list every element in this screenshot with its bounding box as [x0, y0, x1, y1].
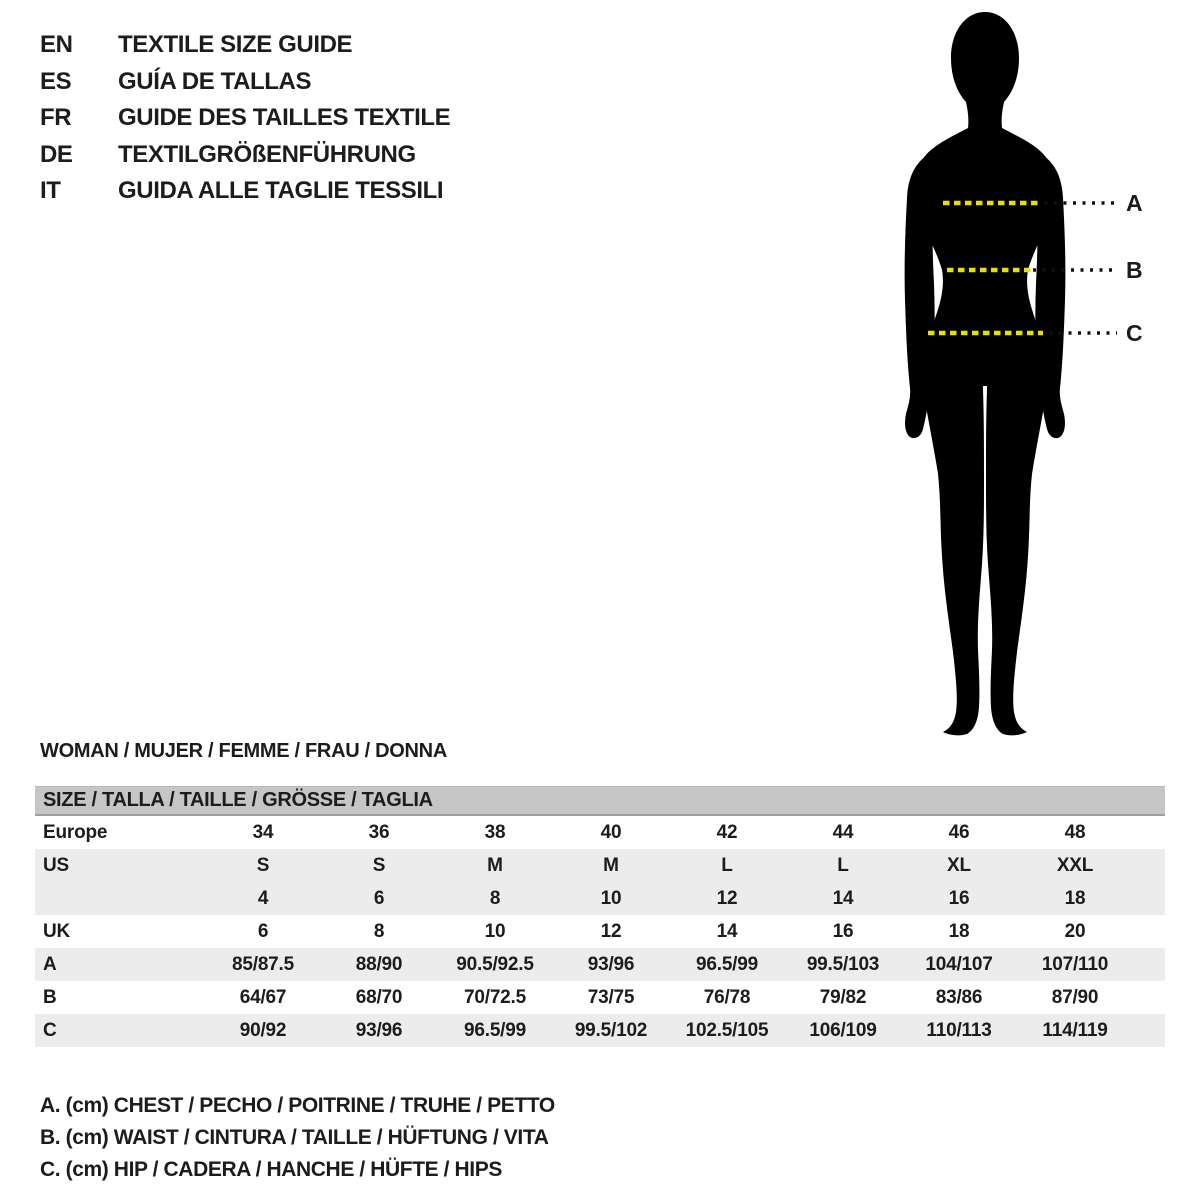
spacer-cell — [1133, 1014, 1165, 1047]
size-table — [35, 786, 1165, 1047]
size-cell: 6 — [321, 882, 437, 915]
size-cell: 40 — [600, 821, 622, 843]
silhouette-right-leg — [986, 390, 1046, 735]
size-table-header: SIZE / TALLA / TAILLE / GRÖSSE / TAGLIA — [35, 787, 1165, 816]
row-label: US — [35, 849, 205, 882]
table-row — [35, 815, 1165, 849]
footnote-line: A. (cm) CHEST / PECHO / POITRINE / TRUHE / PETTO — [40, 1094, 555, 1117]
language-row — [40, 173, 450, 210]
size-cell: 90.5/92.5 — [437, 948, 553, 981]
size-cell: 8 — [373, 920, 385, 942]
spacer-cell — [1133, 815, 1165, 849]
measure-label: C — [1126, 320, 1143, 346]
size-cell: 104/107 — [901, 948, 1017, 981]
size-cell: 68/70 — [355, 986, 403, 1008]
row-label: Europe — [43, 821, 108, 843]
table-row — [35, 915, 1165, 948]
language-code: IT — [40, 177, 61, 204]
size-cell: 42 — [716, 821, 738, 843]
silhouette-left-leg — [924, 390, 984, 735]
size-cell: 70/72.5 — [464, 986, 526, 1008]
footnote-line: C. (cm) HIP / CADERA / HANCHE / HÜFTE / HIPS — [40, 1158, 502, 1181]
size-cell: 12 — [669, 882, 785, 915]
size-cell: 114/119 — [1017, 1014, 1133, 1047]
spacer-cell — [1133, 981, 1165, 1014]
language-guide-title: TEXTILE SIZE GUIDE — [118, 31, 353, 58]
language-row — [40, 137, 450, 174]
language-code: EN — [40, 31, 73, 58]
size-cell: 14 — [785, 882, 901, 915]
size-cell: XL — [901, 849, 1017, 882]
size-cell: 10 — [484, 920, 506, 942]
size-cell: 76/78 — [703, 986, 751, 1008]
size-cell: 85/87.5 — [205, 948, 321, 981]
size-cell: 93/96 — [321, 1014, 437, 1047]
language-guide-title: TEXTILGRÖßENFÜHRUNG — [118, 140, 416, 168]
size-table-header-row — [35, 787, 1165, 816]
size-cell: S — [321, 849, 437, 882]
size-cell: 18 — [948, 920, 970, 942]
size-cell: 48 — [1064, 821, 1086, 843]
language-row — [40, 27, 450, 64]
size-cell: 88/90 — [321, 948, 437, 981]
table-row — [35, 882, 1165, 915]
language-code: ES — [40, 67, 72, 95]
size-cell: 90/92 — [205, 1014, 321, 1047]
size-cell: 73/75 — [587, 986, 635, 1008]
woman-silhouette-figure — [895, 8, 1165, 736]
size-cell: 110/113 — [901, 1014, 1017, 1047]
size-cell: 44 — [832, 821, 854, 843]
language-code: FR — [40, 104, 72, 131]
size-cell: M — [553, 849, 669, 882]
row-label: B — [43, 986, 57, 1008]
footnote-line: B. (cm) WAIST / CINTURA / TAILLE / HÜFTUNG / VITA — [40, 1126, 549, 1149]
size-cell: 4 — [205, 882, 321, 915]
size-cell: 38 — [484, 821, 506, 843]
size-cell: 34 — [252, 821, 274, 843]
row-label: A — [35, 948, 205, 981]
size-cell: 87/90 — [1051, 986, 1099, 1008]
language-guide-title: GUIDA ALLE TAGLIE TESSILI — [118, 177, 444, 204]
language-guide-title: GUÍA DE TALLAS — [118, 67, 312, 95]
spacer-cell — [1133, 849, 1165, 882]
spacer-cell — [1133, 915, 1165, 948]
row-label: C — [35, 1014, 205, 1047]
language-guide-list — [40, 27, 450, 210]
section-title: WOMAN / MUJER / FEMME / FRAU / DONNA — [40, 740, 447, 762]
size-cell: S — [205, 849, 321, 882]
size-cell: L — [669, 849, 785, 882]
size-cell: 102.5/105 — [669, 1014, 785, 1047]
size-cell: 16 — [832, 920, 854, 942]
size-cell: 106/109 — [785, 1014, 901, 1047]
table-row — [35, 948, 1165, 981]
size-cell: L — [785, 849, 901, 882]
size-cell: 36 — [368, 821, 390, 843]
spacer-cell — [1133, 948, 1165, 981]
size-cell: M — [437, 849, 553, 882]
size-cell: 93/96 — [553, 948, 669, 981]
size-cell: 16 — [901, 882, 1017, 915]
size-cell: 99.5/102 — [553, 1014, 669, 1047]
silhouette-head-torso — [915, 12, 1054, 452]
size-cell: 64/67 — [239, 986, 287, 1008]
size-cell: 107/110 — [1017, 948, 1133, 981]
size-cell: 83/86 — [935, 986, 983, 1008]
size-cell: 10 — [553, 882, 669, 915]
size-cell: 18 — [1017, 882, 1133, 915]
row-label — [35, 882, 205, 915]
measure-label: B — [1126, 257, 1143, 283]
size-cell: 79/82 — [819, 986, 867, 1008]
size-cell: 46 — [948, 821, 970, 843]
table-row — [35, 1014, 1165, 1047]
size-cell: 8 — [437, 882, 553, 915]
language-row — [40, 100, 450, 137]
measure-label: A — [1126, 190, 1143, 216]
size-cell: XXL — [1017, 849, 1133, 882]
size-cell: 20 — [1064, 920, 1086, 942]
language-guide-title: GUIDE DES TAILLES TEXTILE — [118, 104, 451, 131]
language-code: DE — [40, 140, 73, 168]
table-row — [35, 849, 1165, 882]
table-row — [35, 981, 1165, 1014]
spacer-cell — [1133, 882, 1165, 915]
size-cell: 96.5/99 — [437, 1014, 553, 1047]
measurement-footnotes — [40, 1090, 555, 1186]
row-label: UK — [43, 920, 71, 942]
size-cell: 14 — [716, 920, 738, 942]
size-cell: 96.5/99 — [669, 948, 785, 981]
size-cell: 6 — [257, 920, 269, 942]
size-cell: 12 — [600, 920, 622, 942]
language-row — [40, 64, 450, 101]
size-cell: 99.5/103 — [785, 948, 901, 981]
